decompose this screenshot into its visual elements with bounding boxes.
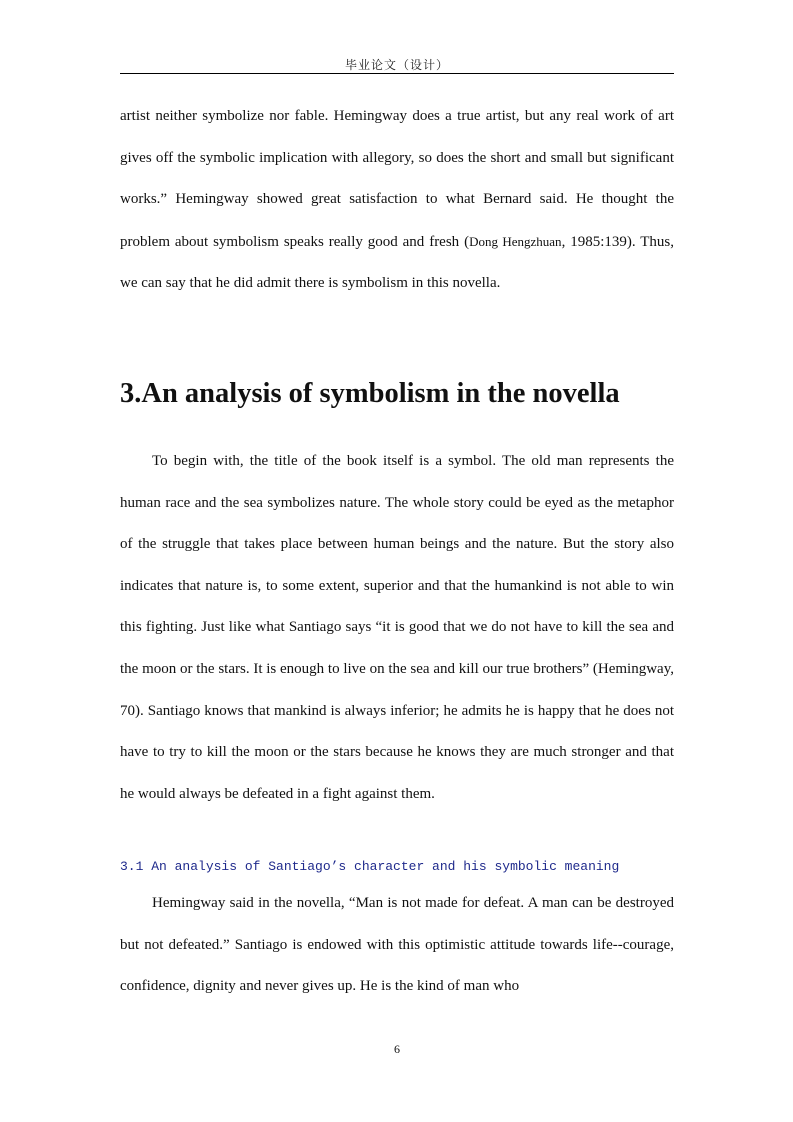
page-number: 6	[394, 1042, 400, 1056]
header-divider	[120, 73, 674, 74]
paragraph-continuation	[120, 96, 674, 305]
subsection-heading: 3.1 An analysis of Santiago’s character and his symbolic meaning	[120, 859, 620, 874]
paragraph-text-end: , 1985:139). Thus, we can say that he did admit there is symbolism in this novella.	[120, 233, 674, 292]
paragraph-santiago: Hemingway said in the novella, “Man is not made for defeat. A man can be destroyed but not defeated.” Santiago is endowed with this optimistic attitude towards life--courage, confidence, dignity and never gives up. He is the kind of man who	[120, 895, 674, 995]
paragraph-title-symbolism: To begin with, the title of the book itself is a symbol. The old man represents the human race and the sea symbolizes nature. The whole story could be eyed as the metaphor of the struggle that takes place between human beings and the nature. But the story also indicates that nature is, to some extent, superior and that the humankind is not able to win this fighting. Just like what Santiago says “it is good that we do not have to kill the sea and the moon or the stars. It is enough to live on the sea and kill our true brothers” (Hemingway, 70). Santiago knows that mankind is always inferior; he admits he is happy that he does not have to try to kill the moon or the stars because he knows they are much stronger and that he would always be defeated in a fight against them.	[120, 453, 674, 802]
page-header: 毕业论文（设计）	[344, 58, 449, 72]
paragraph-text: artist neither symbolize nor fable. Hemingway does a true artist, but any real work of art gives off the symbolic implication with allegory, so does the short and small but significant works.” Hemingway showed great satisfaction to what Bernard said. He thought the problem about symbolism speaks really good and fresh (	[120, 108, 674, 250]
section-heading: 3.An analysis of symbolism in the novella	[120, 378, 620, 409]
citation-author: Dong Hengzhuan	[469, 233, 562, 249]
